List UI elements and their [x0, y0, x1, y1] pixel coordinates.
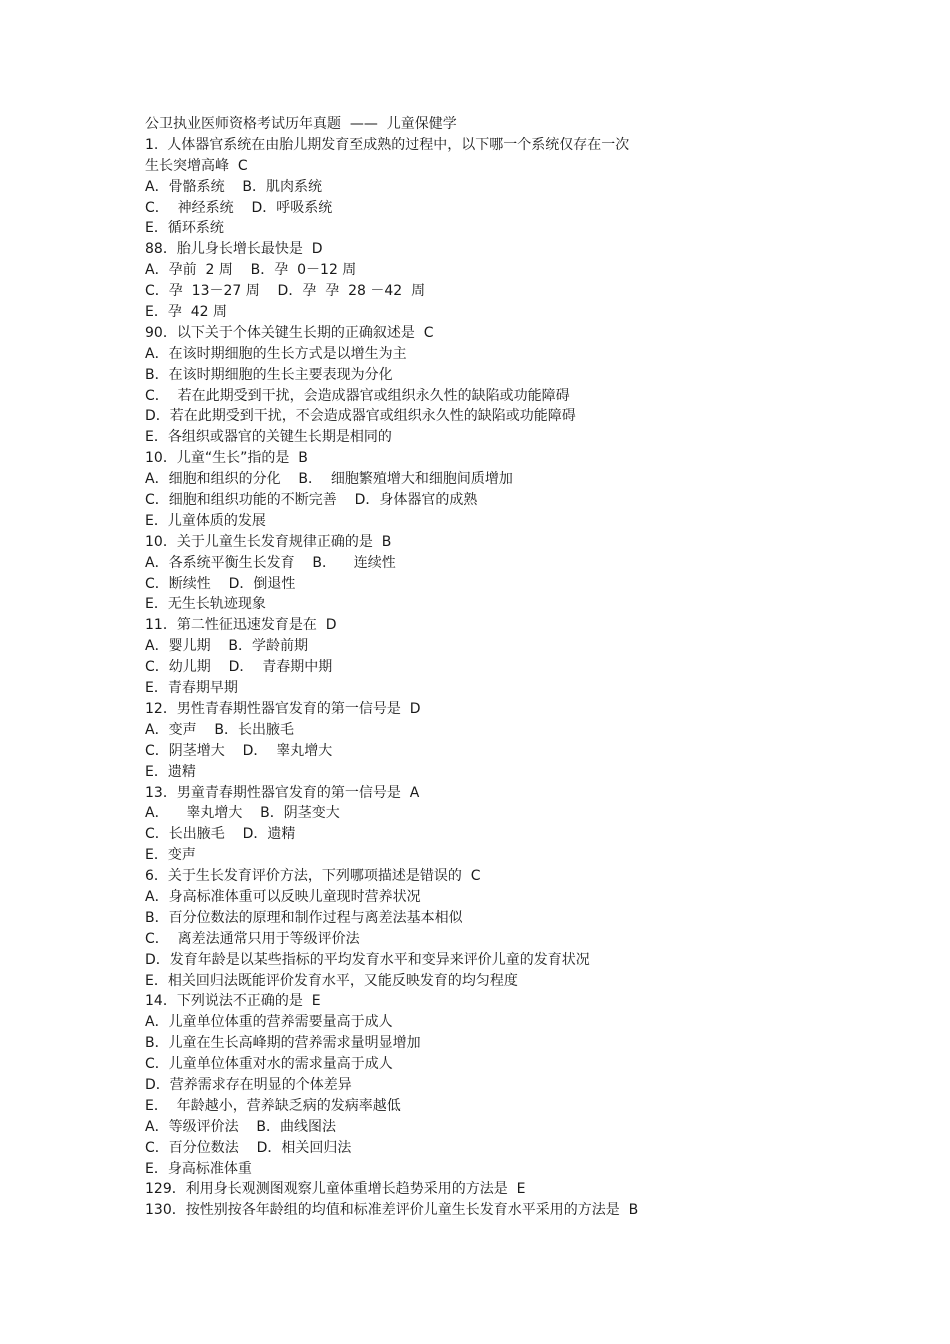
option-line: E．变声 [145, 847, 196, 864]
question-line: 10．儿童“生长”指的是 B [145, 450, 308, 467]
question-line: 1. 人体器官系统在由胎儿期发育至成熟的过程中，以下哪一个系统仅存在一次 [145, 136, 630, 153]
option-line: E． 年龄越小，营养缺乏病的发病率越低 [145, 1097, 401, 1114]
option-line: E．孕 42 周 [145, 304, 228, 321]
option-line: C． 神经系统 D．呼吸系统 [145, 199, 333, 216]
option-line: B．百分位数法的原理和制作过程与离差法基本相似 [145, 909, 463, 926]
option-line: A．孕前 2 周 B．孕 0－12 周 [145, 262, 357, 279]
option-line: C．儿童单位体重对水的需求量高于成人 [145, 1056, 393, 1073]
question-line: 12．男性青春期性器官发育的第一信号是 D [145, 700, 421, 717]
option-line: A．变声 B．长出腋毛 [145, 721, 294, 738]
question-line: 130．按性别按各年龄组的均值和标准差评价儿童生长发育水平采用的方法是 B [145, 1202, 639, 1219]
option-line: C．断续性 D．倒退性 [145, 575, 296, 592]
option-line: A．等级评价法 B．曲线图法 [145, 1118, 336, 1135]
question-line: 11．第二性征迅速发育是在 D [145, 617, 337, 634]
document-title: 公卫执业医师资格考试历年真题 —— 儿童保健学 [145, 116, 457, 132]
question-line: 14．下列说法不正确的是 E [145, 993, 321, 1010]
option-line: D．若在此期受到干扰，不会造成器官或组织永久性的缺陷或功能障碍 [145, 408, 576, 425]
option-line: D．营养需求存在明显的个体差异 [145, 1076, 352, 1093]
option-line: C．百分位数法 D．相关回归法 [145, 1139, 352, 1156]
option-line: A．儿童单位体重的营养需要量高于成人 [145, 1014, 393, 1031]
question-line: 129．利用身长观测图观察儿童体重增长趋势采用的方法是 E [145, 1181, 526, 1198]
option-line: A．细胞和组织的分化 B． 细胞繁殖增大和细胞间质增加 [145, 471, 513, 488]
option-line: C．孕 13－27 周 D．孕 孕 28 －42 周 [145, 283, 426, 300]
question-line: 13．男童青春期性器官发育的第一信号是 A [145, 784, 420, 801]
document-text [145, 114, 785, 1221]
question-line: 生长突增高峰 C [145, 157, 248, 174]
option-line: C．细胞和组织功能的不断完善 D．身体器官的成熟 [145, 492, 478, 509]
option-line: E．无生长轨迹现象 [145, 596, 266, 613]
option-line: A．身高标准体重可以反映儿童现时营养状况 [145, 888, 421, 905]
option-line: E．儿童体质的发展 [145, 512, 266, 529]
question-line: 10．关于儿童生长发育规律正确的是 B [145, 533, 392, 550]
option-line: A．骨骼系统 B．肌肉系统 [145, 178, 322, 195]
option-line: E．相关回归法既能评价发育水平，又能反映发育的均匀程度 [145, 972, 518, 989]
option-line: E．青春期早期 [145, 680, 238, 697]
question-line: 6．关于生长发育评价方法，下列哪项描述是错误的 C [145, 868, 481, 885]
option-line: A．婴儿期 B．学龄前期 [145, 638, 308, 655]
option-line: A．在该时期细胞的生长方式是以增生为主 [145, 345, 407, 362]
option-line: A．各系统平衡生长发育 B． 连续性 [145, 554, 396, 571]
option-line: C．长出腋毛 D．遗精 [145, 826, 296, 843]
option-line: E．循环系统 [145, 220, 224, 237]
option-line: E．各组织或器官的关键生长期是相同的 [145, 429, 392, 446]
option-line: C．幼儿期 D． 青春期中期 [145, 659, 333, 676]
question-line: 88．胎儿身长增长最快是 D [145, 241, 323, 258]
option-line: C． 若在此期受到干扰，会造成器官或组织永久性的缺陷或功能障碍 [145, 387, 570, 404]
option-line: E．身高标准体重 [145, 1160, 252, 1177]
option-line: A． 睾丸增大 B．阴茎变大 [145, 805, 340, 822]
option-line: C．阴茎增大 D． 睾丸增大 [145, 742, 333, 759]
option-line: C． 离差法通常只用于等级评价法 [145, 930, 360, 947]
option-line: E．遗精 [145, 763, 196, 780]
option-line: B．在该时期细胞的生长主要表现为分化 [145, 366, 393, 383]
option-line: B．儿童在生长高峰期的营养需求量明显增加 [145, 1035, 421, 1052]
option-line: D．发育年龄是以某些指标的平均发育水平和变异来评价儿童的发育状况 [145, 951, 590, 968]
question-line: 90．以下关于个体关键生长期的正确叙述是 C [145, 324, 434, 341]
